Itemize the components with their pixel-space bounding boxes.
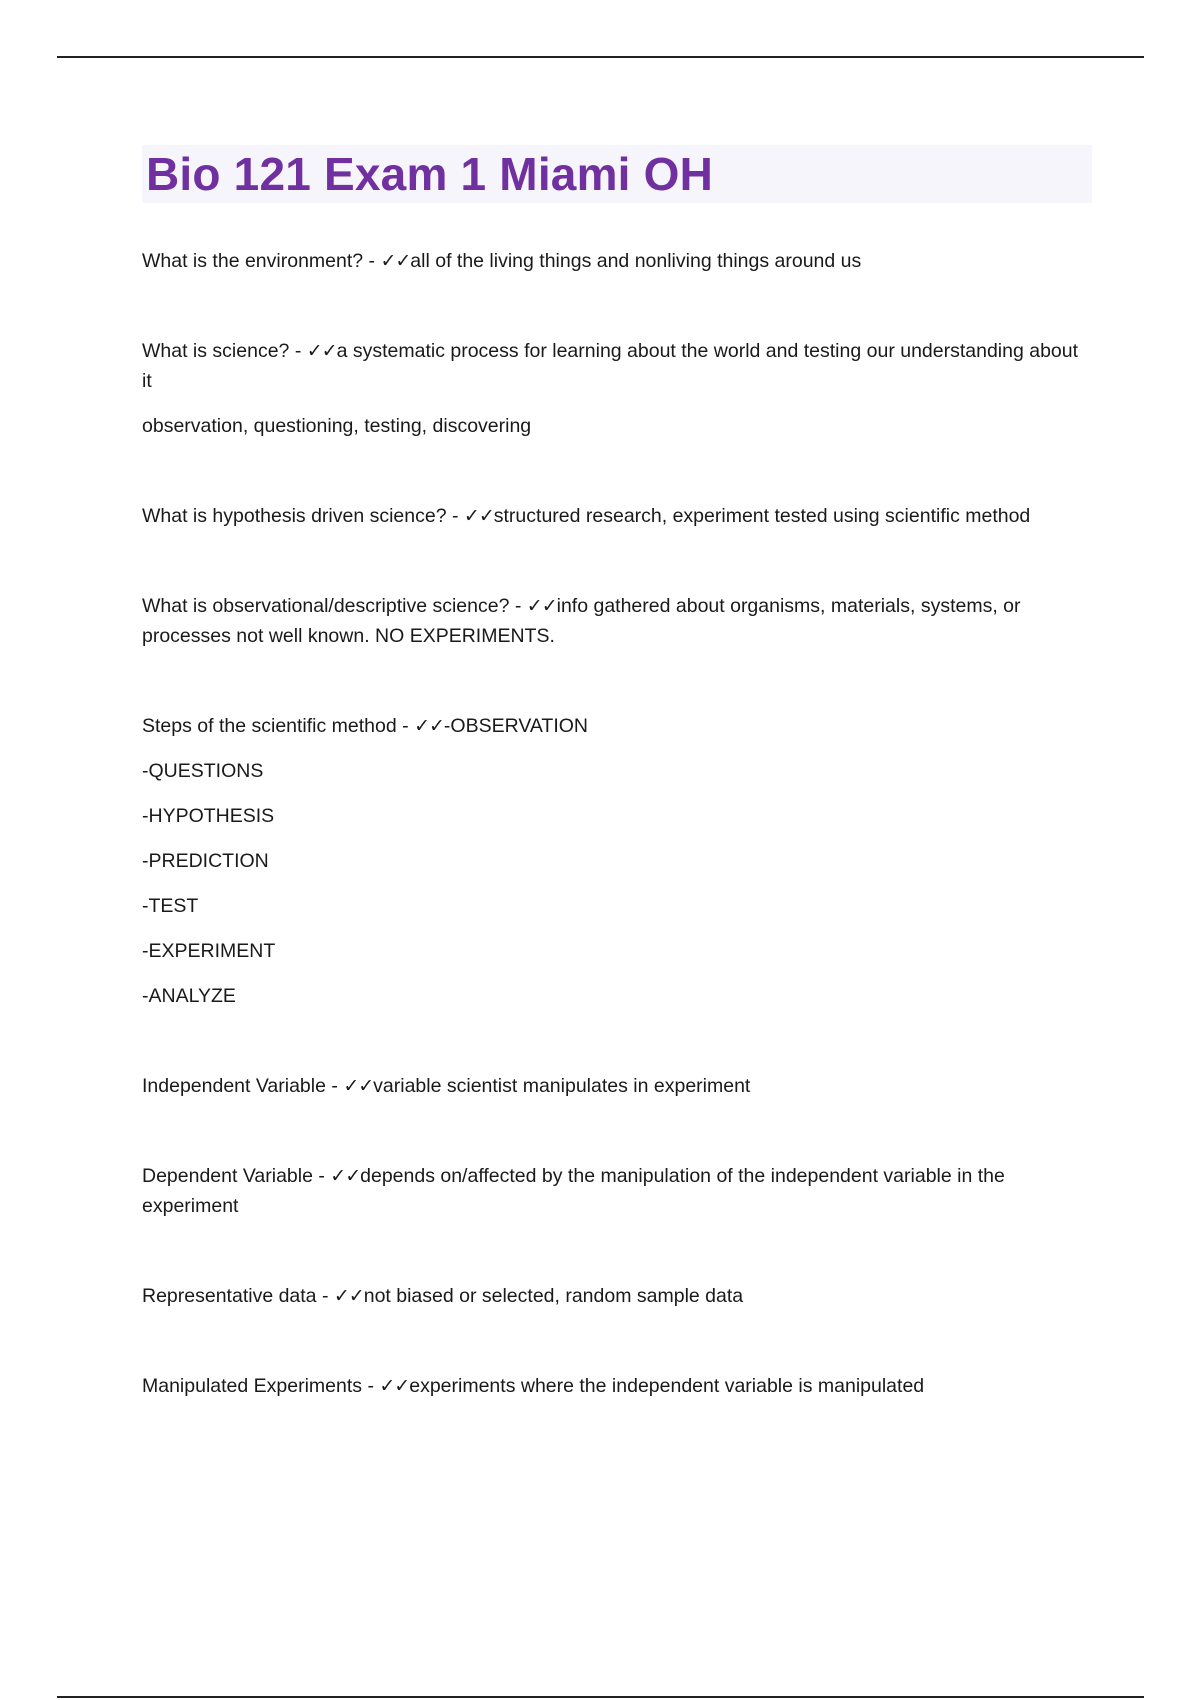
flashcard-answer: not biased or selected, random sample data	[363, 1285, 744, 1307]
flashcard-question-line	[142, 1281, 1092, 1311]
flashcard-answer: all of the living things and nonliving things around us	[410, 250, 862, 272]
flashcard-answer-extra-line: -PREDICTION	[142, 850, 269, 872]
title-band	[142, 145, 1092, 203]
flashcard-answer: variable scientist manipulates in experiment	[373, 1075, 751, 1097]
flashcard-entry	[142, 1281, 1092, 1311]
bottom-rule	[57, 1696, 1144, 1698]
double-check-icon: ✓✓	[333, 1285, 364, 1307]
top-rule	[57, 56, 1144, 58]
term-separator: -	[325, 1075, 344, 1097]
flashcard-term: Manipulated Experiments	[142, 1375, 363, 1397]
flashcard-answer-extra-line: -QUESTIONS	[142, 760, 264, 782]
flashcard-entry	[142, 336, 1092, 441]
document-title: Bio 121 Exam 1 Miami OH	[146, 148, 714, 200]
flashcard-answer: a systematic process for learning about the world and testing our understanding about it	[142, 340, 1079, 392]
flashcard-question-line	[142, 1371, 1092, 1401]
double-check-icon: ✓✓	[526, 595, 557, 617]
term-separator: -	[312, 1165, 331, 1187]
flashcard-answer: experiments where the independent variable is manipulated	[409, 1375, 925, 1397]
flashcard-entry	[142, 711, 1092, 1011]
double-check-icon: ✓✓	[414, 715, 444, 737]
term-separator: -	[363, 250, 381, 272]
flashcard-list	[142, 246, 1092, 1401]
flashcard-answer: -OBSERVATION	[443, 715, 589, 737]
term-separator: -	[446, 505, 464, 527]
flashcard-entry	[142, 1161, 1092, 1221]
term-separator: -	[396, 715, 415, 737]
flashcard-term: Dependent Variable	[142, 1165, 313, 1187]
flashcard-question-line	[142, 501, 1092, 531]
double-check-icon: ✓✓	[380, 250, 411, 272]
flashcard-question-line	[142, 1071, 1092, 1101]
flashcard-answer: info gathered about organisms, materials, systems, or processes not well known. NO EXPERIMENTS.	[142, 595, 1021, 647]
flashcard-answer: depends on/affected by the manipulation of the independent variable in the experiment	[142, 1165, 1005, 1217]
flashcard-term: What is science?	[142, 340, 290, 362]
flashcard-question-line	[142, 336, 1092, 396]
term-separator: -	[289, 340, 307, 362]
double-check-icon: ✓✓	[306, 340, 337, 362]
flashcard-question-line	[142, 591, 1092, 651]
flashcard-term: Independent Variable	[142, 1075, 326, 1097]
flashcard-entry	[142, 1071, 1092, 1101]
flashcard-entry	[142, 591, 1092, 651]
term-separator: -	[362, 1375, 380, 1397]
flashcard-term: Representative data	[142, 1285, 317, 1307]
flashcard-answer-extra-line: -HYPOTHESIS	[142, 805, 275, 827]
flashcard-answer-extra-line: -EXPERIMENT	[142, 940, 276, 962]
flashcard-answer-extra-line: -ANALYZE	[142, 985, 236, 1007]
flashcard-term: What is hypothesis driven science?	[142, 505, 447, 527]
flashcard-answer-extra-line: -TEST	[142, 895, 199, 917]
document-body	[142, 145, 1092, 1461]
double-check-icon: ✓✓	[463, 505, 494, 527]
flashcard-term: What is the environment?	[142, 250, 364, 272]
flashcard-entry	[142, 501, 1092, 531]
double-check-icon: ✓✓	[330, 1165, 361, 1187]
flashcard-entry	[142, 1371, 1092, 1401]
flashcard-question-line	[142, 246, 1092, 276]
flashcard-question-line	[142, 711, 1092, 741]
term-separator: -	[509, 595, 527, 617]
double-check-icon: ✓✓	[343, 1075, 374, 1097]
term-separator: -	[316, 1285, 334, 1307]
double-check-icon: ✓✓	[379, 1375, 410, 1397]
flashcard-question-line	[142, 1161, 1092, 1221]
flashcard-entry	[142, 246, 1092, 276]
flashcard-answer: structured research, experiment tested using scientific method	[493, 505, 1031, 527]
flashcard-term: Steps of the scientific method	[142, 715, 397, 737]
flashcard-term: What is observational/descriptive science?	[142, 595, 510, 617]
flashcard-answer-extra-line: observation, questioning, testing, discovering	[142, 415, 532, 437]
